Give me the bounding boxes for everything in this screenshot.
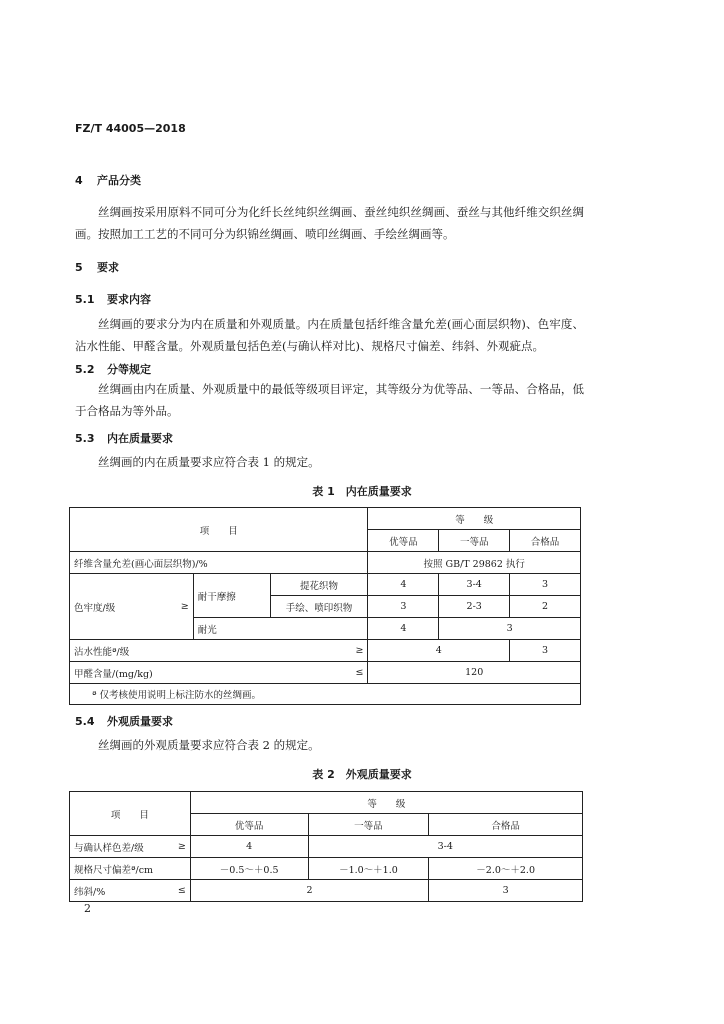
table-row — [70, 552, 581, 574]
skew-label: 纬斜/% — [74, 886, 106, 898]
paragraph-grading: 丝绸画由内在质量、外观质量中的最低等级项目评定，其等级分为优等品、一等品、合格品，低于合格品为等外品。 — [75, 382, 584, 418]
jacquard-premium: 4 — [368, 574, 439, 596]
paragraph-requirements: 丝绸画的要求分为内在质量和外观质量。内在质量包括纤维含量允差(画心面层织物)、色牢度、沾水性能、甲醛含量。外观质量包括色差(与确认样对比)、规格尺寸偏差、纬斜、外观疵点。 — [75, 317, 584, 353]
jacquard-qualified: 3 — [510, 574, 581, 596]
color-fastness-label: 色牢度/级 — [74, 602, 116, 614]
handpaint-premium: 3 — [368, 596, 439, 618]
grade-first: 一等品 — [439, 530, 510, 552]
size-first: －1.0～＋1.0 — [308, 858, 429, 880]
grade-first: 一等品 — [308, 814, 429, 836]
skew-cell — [70, 880, 191, 902]
grade-qualified: 合格品 — [429, 814, 583, 836]
section-5-3-heading — [75, 430, 173, 446]
table-row — [70, 640, 581, 662]
table-appearance-quality — [69, 791, 583, 902]
formaldehyde-cell — [70, 662, 368, 684]
fiber-content-value: 按照 GB/T 29862 执行 — [368, 552, 581, 574]
light-first-qualified: 3 — [439, 618, 581, 640]
table-row — [70, 662, 581, 684]
section-number: 5.3 — [75, 432, 95, 445]
fiber-content-label: 纤维含量允差(画心面层织物)/% — [70, 552, 368, 574]
grade-premium: 优等品 — [190, 814, 308, 836]
table1-caption: 表 1 内在质量要求 — [312, 485, 412, 498]
section-title: 要求内容 — [107, 293, 151, 306]
color-diff-cell — [70, 836, 191, 858]
section-title: 外观质量要求 — [107, 715, 173, 728]
color-fastness-cell — [70, 574, 194, 640]
jacquard-label: 提花织物 — [270, 574, 368, 596]
table-row — [70, 574, 581, 596]
section-5-2-heading — [75, 361, 151, 377]
table2-caption: 表 2 外观质量要求 — [312, 768, 412, 781]
dry-rub-label: 耐干摩擦 — [193, 574, 270, 618]
section-title: 产品分类 — [97, 174, 141, 187]
paragraph-table2-ref: 丝绸画的外观质量要求应符合表 2 的规定。 — [98, 738, 320, 752]
table-intrinsic-quality — [69, 507, 581, 705]
table-row — [70, 880, 583, 902]
geq-symbol: ≥ — [177, 841, 186, 852]
water-qualified: 3 — [510, 640, 581, 662]
jacquard-first: 3-4 — [439, 574, 510, 596]
formaldehyde-value: 120 — [368, 662, 581, 684]
table-row — [70, 684, 581, 705]
color-diff-premium: 4 — [190, 836, 308, 858]
grade-header: 等 级 — [368, 508, 581, 530]
table-row — [70, 858, 583, 880]
section-number: 5 — [75, 261, 83, 274]
section-number: 5.1 — [75, 293, 95, 306]
table1-footnote: ª 仅考核使用说明上标注防水的丝绸画。 — [70, 684, 581, 705]
handpaint-label: 手绘、喷印织物 — [270, 596, 368, 618]
paragraph-table1-ref: 丝绸画的内在质量要求应符合表 1 的规定。 — [98, 455, 320, 469]
section-title: 内在质量要求 — [107, 432, 173, 445]
grade-qualified: 合格品 — [510, 530, 581, 552]
color-diff-label: 与确认样色差/级 — [74, 842, 144, 854]
geq-symbol: ≥ — [180, 601, 189, 612]
page-number: 2 — [84, 902, 91, 915]
skew-qualified: 3 — [429, 880, 583, 902]
item-header: 项 目 — [70, 508, 368, 552]
item-header: 项 目 — [70, 792, 191, 836]
paragraph-classification: 丝绸画按采用原料不同可分为化纤长丝纯织丝绸画、蚕丝纯织丝绸画、蚕丝与其他纤维交织丝绸画。按照加工工艺的不同可分为织锦丝绸画、喷印丝绸画、手绘丝绸画等。 — [75, 205, 584, 241]
grade-premium: 优等品 — [368, 530, 439, 552]
size-deviation-label: 规格尺寸偏差ª/cm — [70, 858, 191, 880]
handpaint-first: 2-3 — [439, 596, 510, 618]
section-title: 要求 — [97, 261, 119, 274]
light-fastness-label: 耐光 — [193, 618, 368, 640]
leq-symbol: ≤ — [177, 885, 186, 896]
handpaint-qualified: 2 — [510, 596, 581, 618]
section-number: 5.2 — [75, 363, 95, 376]
table-row — [70, 836, 583, 858]
section-5-1-heading — [75, 291, 151, 307]
water-premium-first: 4 — [368, 640, 510, 662]
section-5-heading — [75, 259, 119, 275]
section-number: 5.4 — [75, 715, 95, 728]
color-diff-first-qualified: 3-4 — [308, 836, 582, 858]
section-title: 分等规定 — [107, 363, 151, 376]
standard-number: FZ/T 44005—2018 — [75, 122, 186, 135]
size-premium: －0.5～＋0.5 — [190, 858, 308, 880]
water-wetting-cell — [70, 640, 368, 662]
water-wetting-label: 沾水性能ª/级 — [74, 646, 130, 658]
size-qualified: －2.0～＋2.0 — [429, 858, 583, 880]
skew-premium-first: 2 — [190, 880, 429, 902]
geq-symbol: ≥ — [355, 645, 364, 656]
light-premium: 4 — [368, 618, 439, 640]
leq-symbol: ≤ — [355, 667, 364, 678]
grade-header: 等 级 — [190, 792, 582, 814]
section-5-4-heading — [75, 713, 173, 729]
formaldehyde-label: 甲醛含量/(mg/kg) — [74, 668, 153, 680]
section-number: 4 — [75, 174, 83, 187]
section-4-heading — [75, 172, 141, 188]
